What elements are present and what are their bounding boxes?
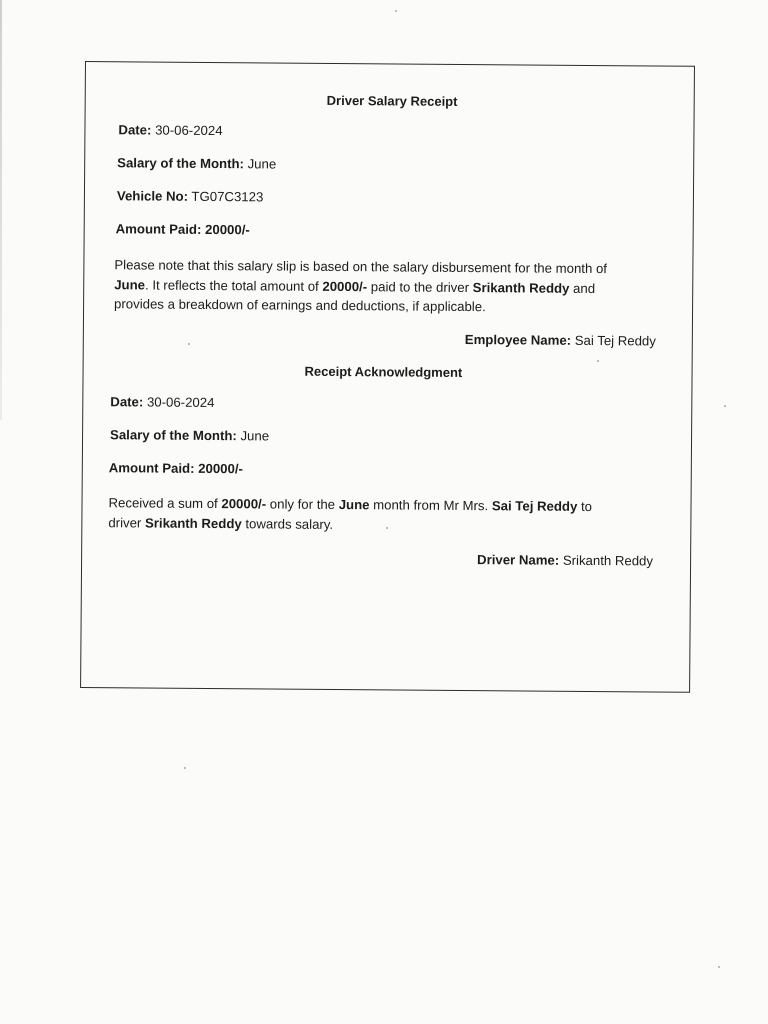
scan-speck [386,527,388,529]
ack-text-2: only for the [266,496,339,513]
receipt-vehicle-line [117,188,263,205]
ack-text-month: June [338,497,370,513]
receipt-vehicle-value: TG07C3123 [191,188,264,205]
ack-text-line-2 [108,513,592,536]
ack-text-6: towards salary. [241,515,334,532]
receipt-note-driver: Srikanth Reddy [472,279,570,296]
salary-receipt-box [80,61,695,693]
receipt-note-text-3: paid to the driver [367,278,473,295]
receipt-month-line [117,155,276,172]
receipt-month-value: June [247,156,277,172]
receipt-note-amount: 20000/- [322,278,368,294]
receipt-note-paragraph [114,255,607,317]
scan-speck [395,10,397,12]
receipt-note-text-1: Please note that this salary slip is based on the salary disbursement for the month of [114,257,608,277]
receipt-note-text-4: and [569,280,596,296]
ack-date-value: 30-06-2024 [146,394,215,411]
ack-amount-label: Amount Paid: [108,460,195,476]
receipt-amount-label: Amount Paid: [115,221,202,237]
employee-name-label: Employee Name: [464,331,572,348]
scan-speck [597,360,599,362]
ack-text-amount: 20000/- [221,496,267,512]
receipt-amount-line [116,221,250,238]
ack-text-5: driver [108,514,146,530]
employee-name-line [465,332,656,350]
scan-speck [718,966,720,968]
scan-speck [184,767,186,769]
ack-date-line [110,394,214,411]
receipt-date-label: Date: [118,122,152,138]
receipt-note-text-2: . It reflects the total amount of [144,276,323,294]
employee-name-value: Sai Tej Reddy [574,332,656,349]
receipt-note-text-5: provides a breakdown of earnings and deductions, if applicable. [114,296,486,315]
ack-month-label: Salary of the Month: [110,427,237,444]
receipt-note-line-3 [114,294,607,317]
ack-text-4: to [577,498,593,514]
driver-name-label: Driver Name: [477,552,560,568]
ack-date-label: Date: [110,394,144,410]
receipt-note-month: June [114,276,146,292]
driver-name-value: Srikanth Reddy [562,552,654,569]
acknowledgment-title: Receipt Acknowledgment [304,363,463,380]
scan-speck [188,343,190,345]
ack-text-payer: Sai Tej Reddy [491,498,578,514]
ack-month-value: June [240,428,270,444]
ack-month-line [110,427,269,444]
scan-edge-shadow [0,0,2,420]
ack-amount-line [109,460,243,477]
receipt-date-value: 30-06-2024 [155,122,223,139]
scan-speck [724,405,726,407]
receipt-date-line [118,122,222,139]
receipt-amount-value: 20000/- [205,221,250,238]
receipt-month-label: Salary of the Month: [117,155,245,172]
ack-text-1: Received a sum of [108,495,222,512]
driver-name-line [477,552,653,569]
receipt-vehicle-label: Vehicle No: [116,188,189,204]
ack-text-paragraph [108,493,592,536]
ack-text-3: month from Mr Mrs. [369,497,492,514]
receipt-title: Driver Salary Receipt [326,92,458,109]
ack-amount-value: 20000/- [198,460,243,477]
ack-text-driver: Srikanth Reddy [144,514,242,531]
